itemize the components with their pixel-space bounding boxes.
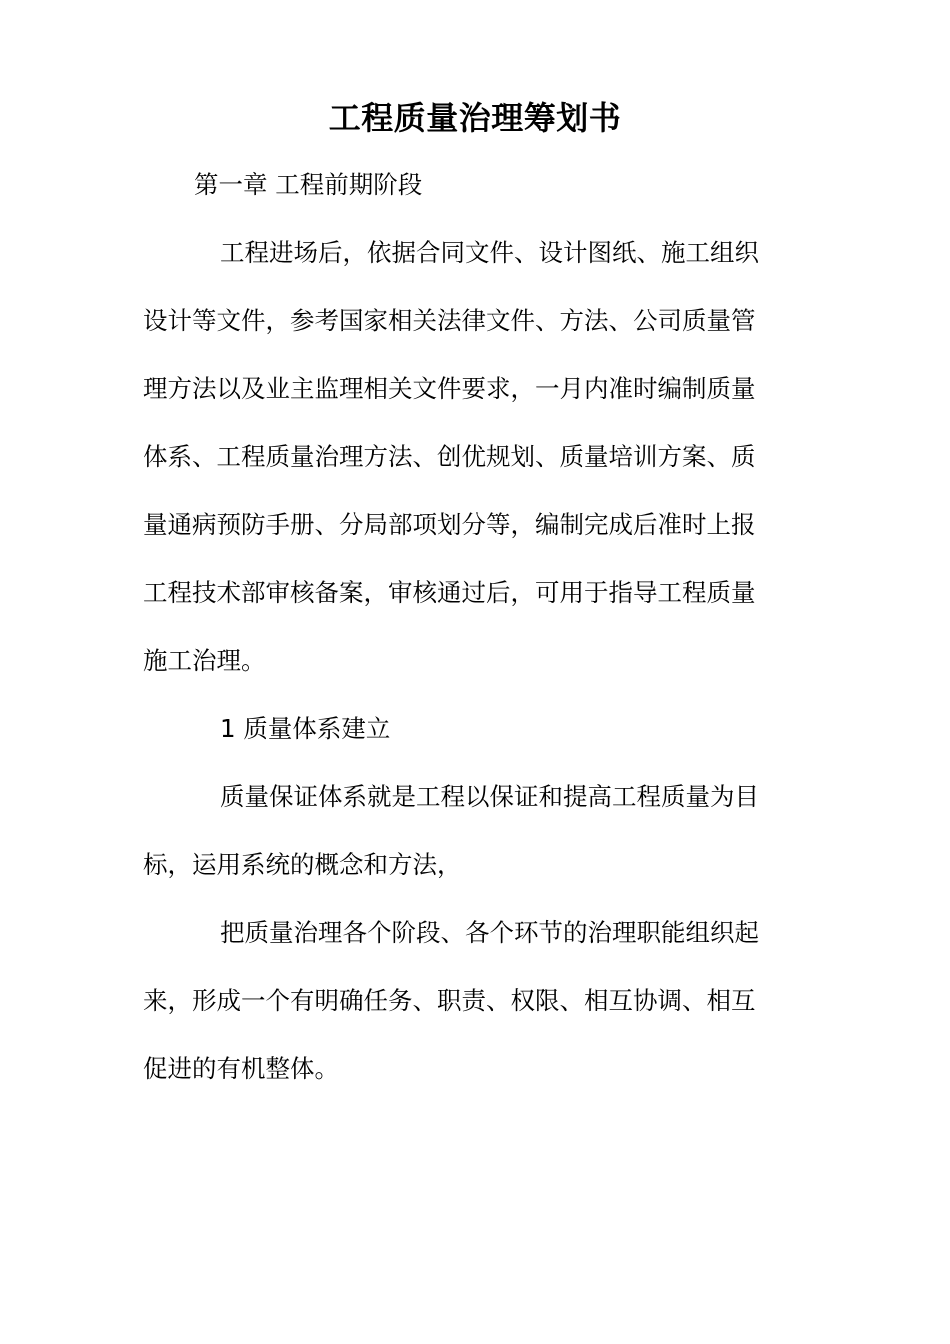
section-heading: 1 质量体系建立 bbox=[220, 714, 391, 743]
paragraph-line: 标，运用系统的概念和方法， bbox=[143, 850, 462, 879]
paragraph-line: 量通病预防手册、分局部项划分等，编制完成后准时上报 bbox=[143, 510, 756, 539]
paragraph-line: 把质量治理各个阶段、各个环节的治理职能组织起 bbox=[220, 918, 759, 947]
paragraph-line: 理方法以及业主监理相关文件要求，一月内准时编制质量 bbox=[143, 374, 756, 403]
paragraph-line: 工程进场后，依据合同文件、设计图纸、施工组织 bbox=[220, 238, 759, 267]
paragraph-line: 促进的有机整体。 bbox=[143, 1054, 339, 1083]
document-title: 工程质量治理筹划书 bbox=[328, 99, 622, 137]
paragraph-line: 体系、工程质量治理方法、创优规划、质量培训方案、质 bbox=[143, 442, 756, 471]
paragraph-line: 施工治理。 bbox=[143, 646, 266, 675]
paragraph-line: 来，形成一个有明确任务、职责、权限、相互协调、相互 bbox=[143, 986, 756, 1015]
chapter-heading: 第一章 工程前期阶段 bbox=[194, 170, 423, 199]
paragraph-line: 质量保证体系就是工程以保证和提高工程质量为目 bbox=[220, 782, 759, 811]
paragraph-line: 设计等文件，参考国家相关法律文件、方法、公司质量管 bbox=[143, 306, 756, 335]
paragraph-line: 工程技术部审核备案，审核通过后，可用于指导工程质量 bbox=[143, 578, 756, 607]
